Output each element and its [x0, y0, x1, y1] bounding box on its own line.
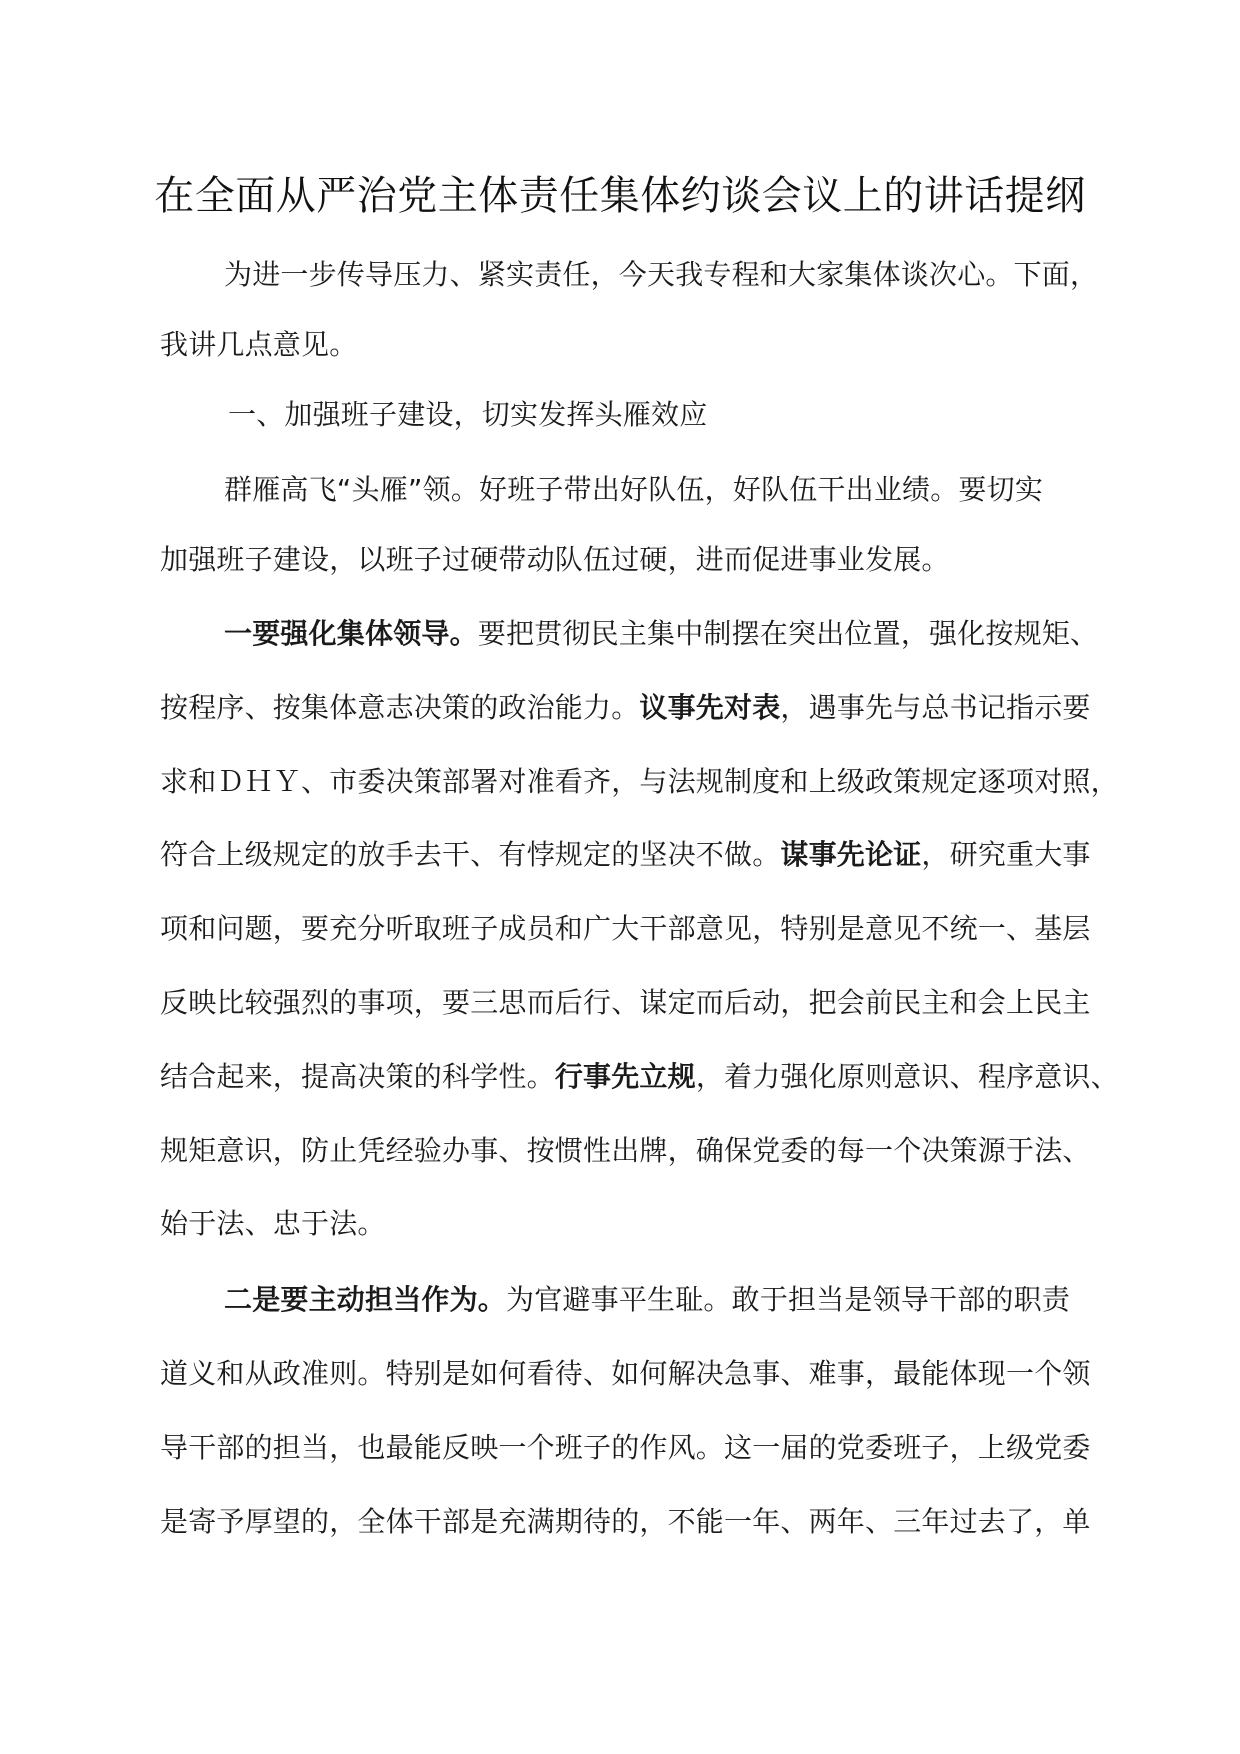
paragraph-text: 符合上级规定的放手去干、有悖规定的坚决不做。	[160, 838, 781, 871]
paragraph-line: 为进一步传导压力、紧实责任，今天我专程和大家集体谈次心。下面，	[224, 258, 1099, 291]
paragraph-line	[160, 688, 1091, 728]
paragraph-line	[160, 835, 1091, 875]
bold-lead-text: 谋事先论证	[780, 838, 922, 871]
paragraph-line	[224, 614, 1098, 654]
bold-lead-text: 一要强化集体领导。	[224, 617, 478, 650]
document-title: 在全面从严治党主体责任集体约谈会议上的讲话提纲	[154, 173, 1086, 219]
bold-lead-text: 行事先立规	[554, 1060, 696, 1093]
paragraph-text: ，遇事先与总书记指示要	[780, 691, 1091, 724]
paragraph-text: 要把贯彻民主集中制摆在突出位置，强化按规矩、	[477, 617, 1099, 650]
section-heading: 一、加强班子建设，切实发挥头雁效应	[228, 398, 708, 431]
paragraph-line	[224, 1280, 1070, 1320]
paragraph-text: 按程序、按集体意志决策的政治能力。	[160, 691, 640, 724]
paragraph-line: 是寄予厚望的，全体干部是充满期待的，不能一年、两年、三年过去了，单	[160, 1505, 1091, 1538]
paragraph-line	[160, 1057, 1119, 1097]
paragraph-line: 我讲几点意见。	[160, 328, 358, 361]
paragraph-line: 项和问题，要充分听取班子成员和广大干部意见，特别是意见不统一、基层	[160, 912, 1091, 945]
paragraph-line: 规矩意识，防止凭经验办事、按惯性出牌，确保党委的每一个决策源于法、	[160, 1134, 1091, 1167]
paragraph-line: 道义和从政准则。特别是如何看待、如何解决急事、难事，最能体现一个领	[160, 1357, 1091, 1390]
paragraph-line: 导干部的担当，也最能反映一个班子的作风。这一届的党委班子，上级党委	[160, 1431, 1091, 1464]
bold-lead-text: 议事先对表	[639, 691, 781, 724]
paragraph-text: 为官避事平生耻。敢于担当是领导干部的职责	[506, 1283, 1071, 1316]
paragraph-text: 结合起来，提高决策的科学性。	[160, 1060, 555, 1093]
paragraph-text: ，研究重大事	[921, 838, 1091, 871]
paragraph-line: 群雁高飞“头雁”领。好班子带出好队伍，好队伍干出业绩。要切实	[224, 473, 1044, 506]
paragraph-line: 求和ＤＨＹ、市委决策部署对准看齐，与法规制度和上级政策规定逐项对照，	[160, 765, 1119, 798]
paragraph-line: 始于法、忠于法。	[160, 1207, 386, 1240]
paragraph-text: ，着力强化原则意识、程序意识、	[695, 1060, 1119, 1093]
bold-lead-text: 二是要主动担当作为。	[224, 1283, 507, 1316]
paragraph-line: 反映比较强烈的事项，要三思而后行、谋定而后动，把会前民主和会上民主	[160, 986, 1091, 1019]
paragraph-line: 加强班子建设，以班子过硬带动队伍过硬，进而促进事业发展。	[160, 543, 950, 576]
